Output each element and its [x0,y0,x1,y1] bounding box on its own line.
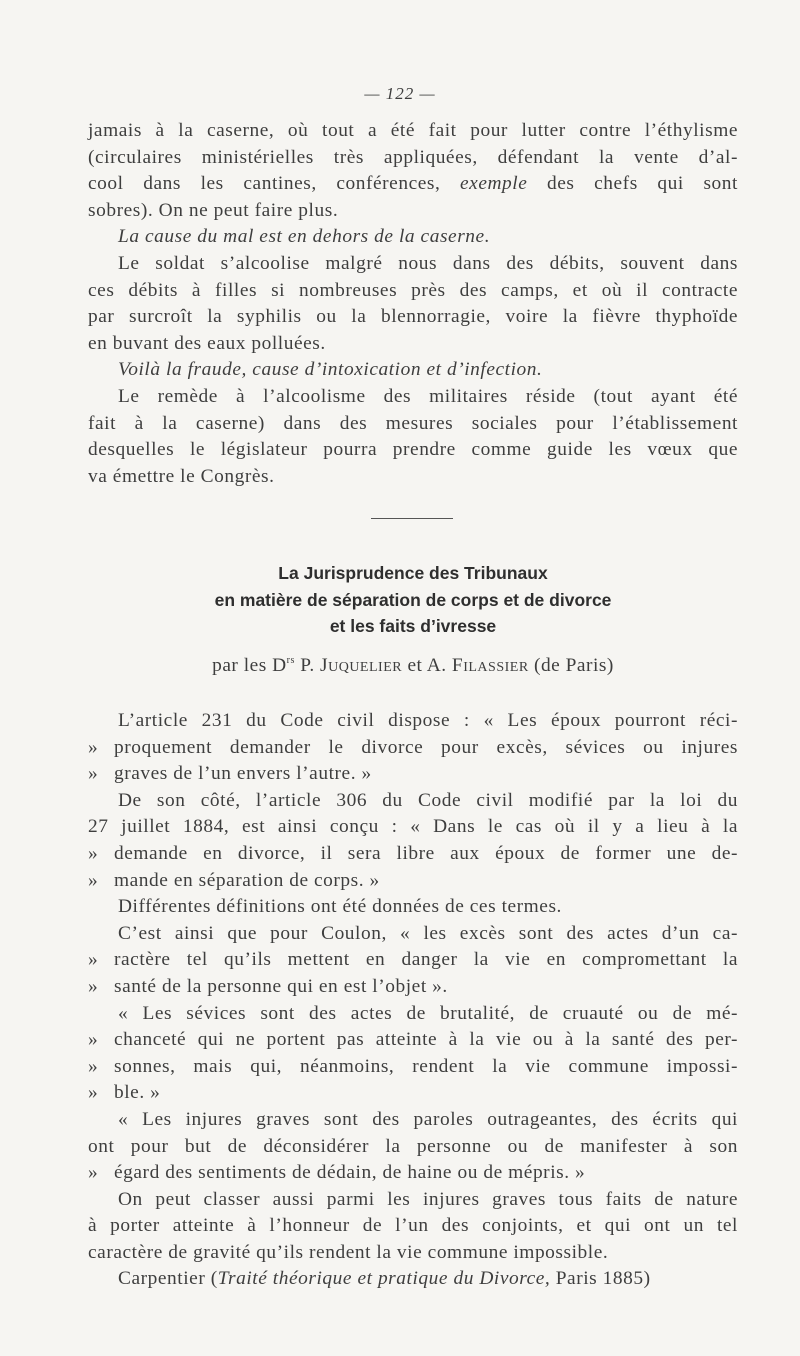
quote-mark: » [88,949,99,971]
quoted-line: » ble. » [88,1080,738,1107]
paragraph-line: « Les sévices sont des actes de brutalité, de cruauté ou de mé- [118,1002,738,1024]
citation-line: Carpentier (Traité théorique et pratique du Divorce, Paris 1885) [118,1268,651,1290]
paragraph-line: fait à la caserne) dans des mesures sociales pour l’établissement [88,412,738,434]
paragraph-line: On peut classer aussi parmi les injures graves tous faits de nature [118,1188,738,1210]
article-title [88,560,738,640]
paragraph-line: C’est ainsi que pour Coulon, « les excès sont des actes d’un ca- [118,922,738,944]
quote-mark: » [88,763,99,785]
section-alcoholism-text [88,118,738,490]
paragraph-line: (circulaires ministérielles très appliquées, défendant la vente d’al- [88,146,738,168]
author-name: Filassier [451,655,529,676]
paragraph-line: desquelles le législateur pourra prendre comme guide les vœux que [88,439,738,461]
quoted-line: » sonnes, mais qui, néanmoins, rendent la vie commune impossi- [88,1054,738,1081]
paragraph-line: Le soldat s’alcoolise malgré nous dans des débits, souvent dans [118,252,738,274]
italic-word: exemple [460,173,528,195]
quote-mark: » [88,975,99,997]
page-number: — 122 — [364,84,436,103]
section-divider [371,518,453,519]
title-line: et les faits d’ivresse [329,616,497,636]
paragraph-line: en buvant des eaux polluées. [88,332,326,354]
quote-mark: » [88,1029,99,1051]
italic-statement: La cause du mal est en dehors de la caserne. [118,226,491,248]
paragraph-line: va émettre le Congrès. [88,465,275,487]
paragraph-line: sobres). On ne peut faire plus. [88,199,339,221]
paragraph-line: L’article 231 du Code civil dispose : « Les époux pourront réci- [118,710,738,731]
book-title: Traité théorique et pratique du Divorce, [217,1268,551,1290]
quote-mark: » [88,869,99,891]
quoted-line: » égard des sentiments de dédain, de haine ou de mépris. » [88,1160,738,1187]
paragraph-line: ces débits à filles si nombreuses près des camps, et où il contracte [88,279,738,301]
quoted-line: » graves de l’un envers l’autre. » [88,761,738,788]
quote-mark: » [88,1055,99,1077]
paragraph-line: 27 juillet 1884, est ainsi conçu : « Dans le cas où il y a lieu à la [88,816,738,838]
paragraph-line: Le remède à l’alcoolisme des militaires réside (tout ayant été [118,385,738,407]
paragraph-line: « Les injures graves sont des paroles outrageantes, des écrits qui [118,1108,738,1130]
quoted-line: » santé de la personne qui en est l’objet ». [88,974,738,1001]
title-line: en matière de séparation de corps et de divorce [214,589,612,610]
paragraph-line: jamais à la caserne, où tout a été fait pour lutter contre l’éthylisme [88,120,738,141]
quote-mark: » [88,1082,99,1104]
quote-mark: » [88,736,99,758]
quote-mark: » [88,842,99,864]
author-byline: par les $D^{rs}$ P. Juquelier et A. Filassier (de Paris) [212,655,614,676]
section-jurisprudence-text [88,708,738,1293]
quoted-line: » chanceté qui ne portent pas atteinte à la vie ou à la santé des per- [88,1027,738,1054]
title-line: La Jurisprudence des Tribunaux [278,563,548,583]
paragraph-line: à porter atteinte à l’honneur de l’un des conjoints, et qui ont un tel [88,1215,738,1237]
paragraph-line: par surcroît la syphilis ou la blennorragie, voire la fièvre thyphoïde [88,306,738,328]
quote-mark: » [88,1162,99,1184]
paragraph-line: De son côté, l’article 306 du Code civil modifié par la loi du [118,789,738,811]
author-name: Juquelier [320,655,403,676]
paragraph-line: ont pour but de déconsidérer la personne ou de manifester à son [88,1135,738,1157]
quoted-line: » ractère tel qu’ils mettent en danger la vie en compromettant la [88,947,738,974]
paragraph-line: caractère de gravité qu’ils rendent la vie commune impossible. [88,1241,609,1263]
quoted-line: » demande en divorce, il sera libre aux époux de former une de- [88,841,738,868]
quoted-line: » mande en séparation de corps. » [88,868,738,895]
italic-statement: Voilà la fraude, cause d’intoxication et d’infection. [118,359,543,381]
quoted-line: » proquement demander le divorce pour excès, sévices ou injures [88,735,738,762]
paragraph-line: cool dans les cantines, conférences, exemple des chefs qui sont [88,173,738,195]
paragraph-line: Différentes définitions ont été données de ces termes. [118,896,562,918]
